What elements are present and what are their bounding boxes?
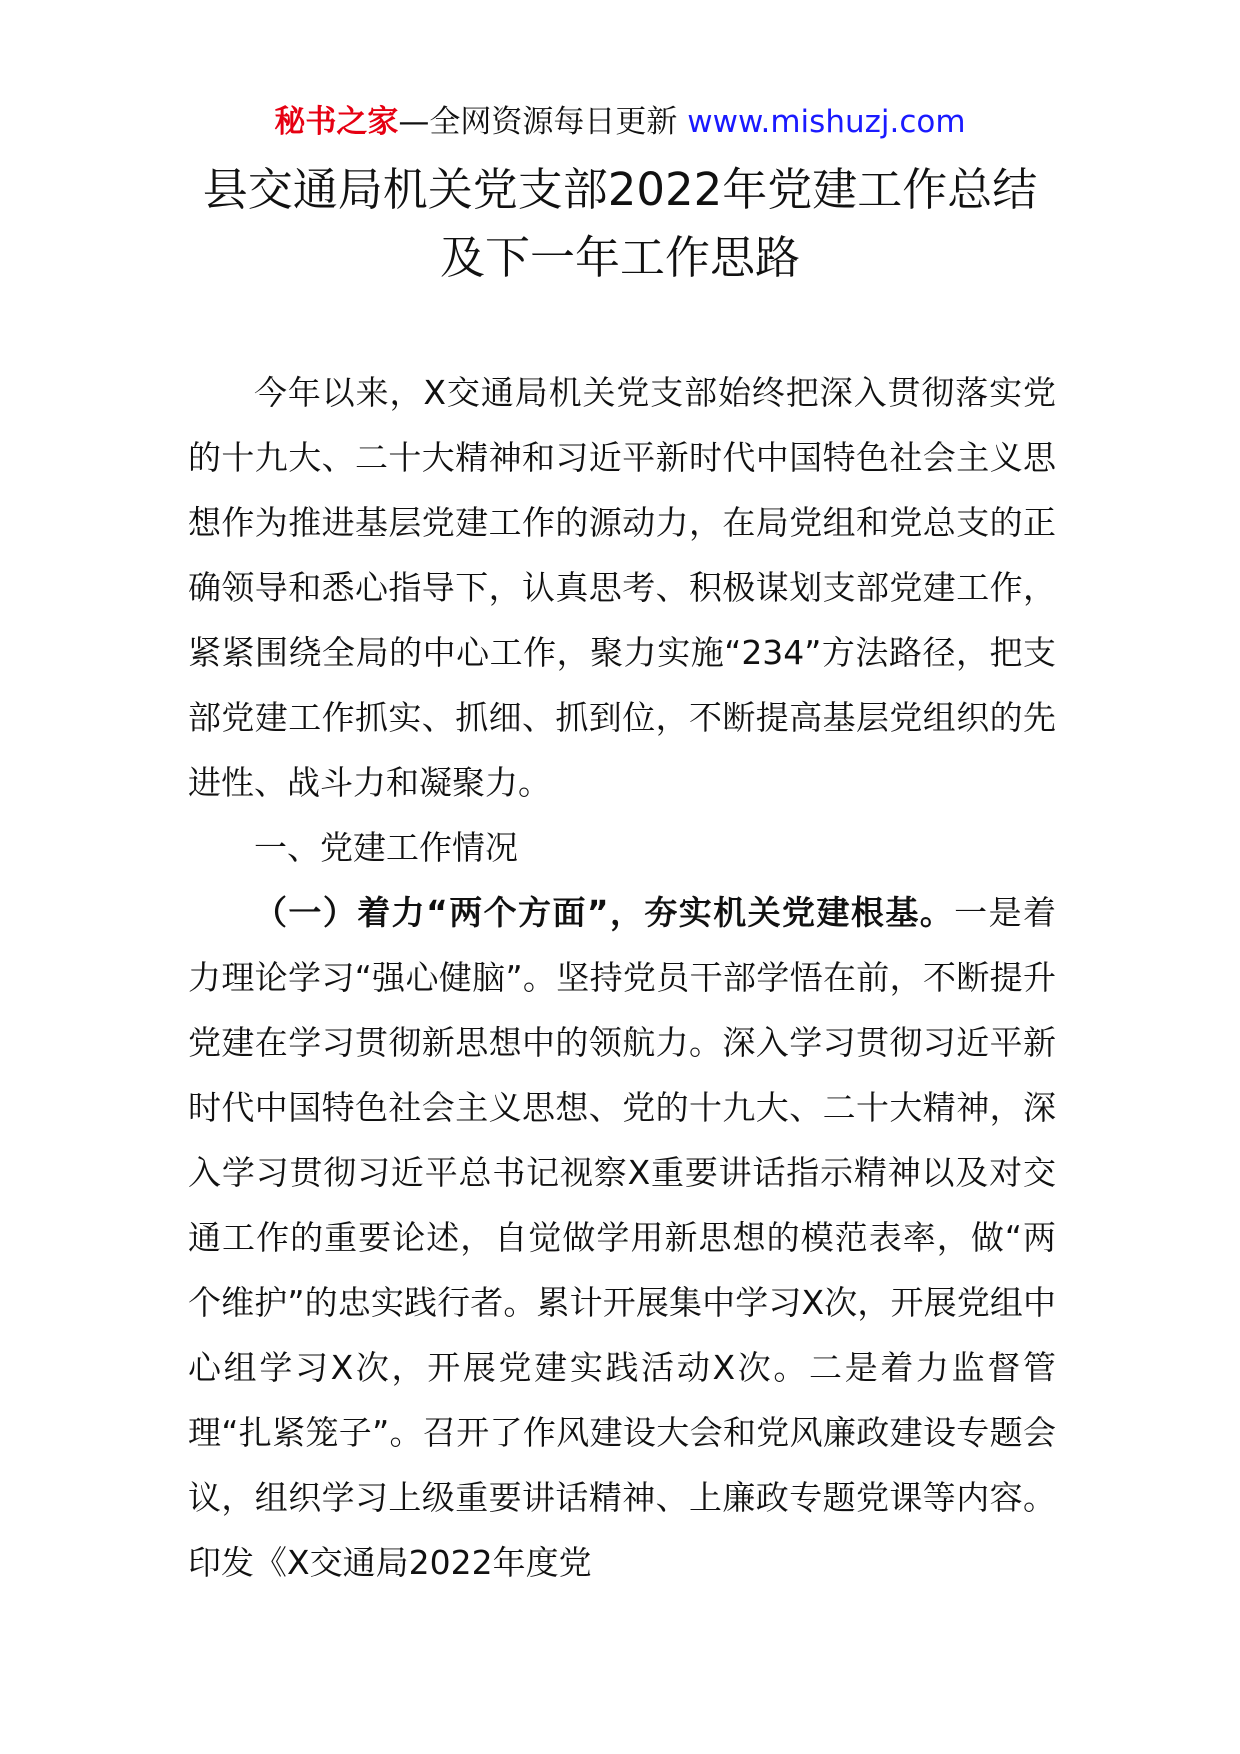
- document-title-line-1: 县交通局机关党支部2022年党建工作总结: [202, 163, 1038, 216]
- document-title-line-2: 及下一年工作思路: [439, 231, 800, 284]
- site-url-link[interactable]: www.mishuzj.com: [687, 104, 966, 140]
- subsection-paragraph: [188, 880, 1056, 1595]
- site-header: [0, 100, 1240, 144]
- subsection-text: 一是着力理论学习“强心健脑”。坚持党员干部学悟在前，不断提升党建在学习贯彻新思想中的领航力。深入学习贯彻习近平新时代中国特色社会主义思想、党的十九大、二十大精神，深入学习贯彻习近平总书记视察X重要讲话指示精神以及对交通工作的重要论述，自觉做学用新思想的模范表率，做“两个维护”的忠实践行者。累计开展集中学习X次，开展党组中心组学习X次，开展党建实践活动X次。二是着力监督管理“扎紧笼子”。召开了作风建设大会和党风廉政建设专题会议，组织学习上级重要讲话精神、上廉政专题党课等内容。印发《X交通局2022年度党: [188, 893, 1056, 1582]
- document-body: [188, 360, 1056, 1595]
- site-tagline: —全网资源每日更新: [398, 104, 678, 140]
- intro-paragraph: 今年以来，X交通局机关党支部始终把深入贯彻落实党的十九大、二十大精神和习近平新时代中国特色社会主义思想作为推进基层党建工作的源动力，在局党组和党总支的正确领导和悉心指导下，认真思考、积极谋划支部党建工作，紧紧围绕全局的中心工作，聚力实施“234”方法路径，把支部党建工作抓实、抓细、抓到位，不断提高基层党组织的先进性、战斗力和凝聚力。: [188, 373, 1056, 802]
- section-heading: 一、党建工作情况: [254, 828, 518, 867]
- subsection-heading: （一）着力“两个方面”，夯实机关党建根基。: [254, 893, 955, 932]
- site-brand: 秘书之家: [274, 104, 399, 140]
